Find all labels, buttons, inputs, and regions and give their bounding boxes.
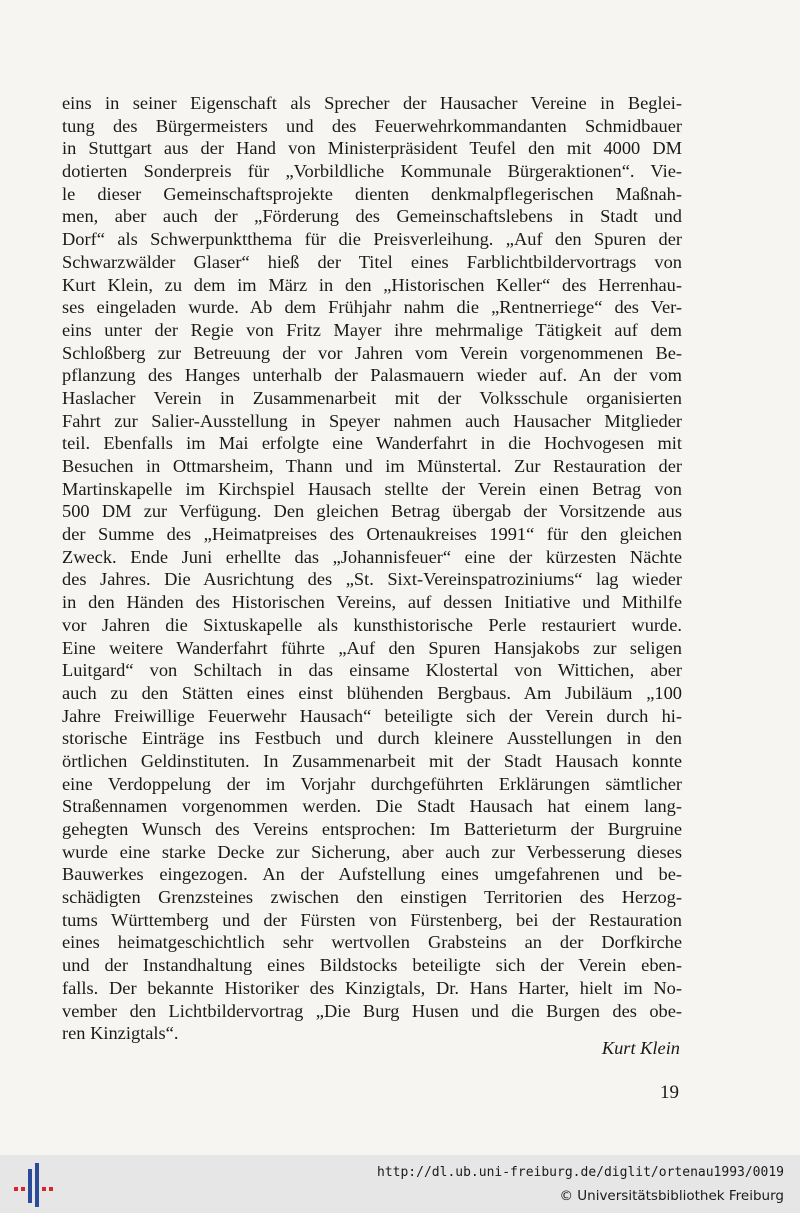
text-line: Zweck. Ende Juni erhellte das „Johannisfeuer“ eine der kürzesten Nächte [62, 546, 682, 567]
text-line: Eine weitere Wanderfahrt führte „Auf den Spuren Hansjakobs zur seligen [62, 637, 682, 658]
text-line: 500 DM zur Verfügung. Den gleichen Betrag übergab der Vorsitzende aus [62, 501, 682, 522]
text-line: teil. Ebenfalls im Mai erfolgte eine Wanderfahrt in die Hochvogesen mit [62, 433, 682, 454]
text-line: vember den Lichtbildervortrag „Die Burg Husen und die Burgen des obe- [62, 1000, 682, 1021]
text-line: auch zu den Stätten eines einst blühenden Bergbaus. Am Jubiläum „100 [62, 682, 682, 703]
text-line: Kurt Klein, zu dem im März in den „Historischen Keller“ des Herrenhau- [62, 274, 682, 295]
text-line: wurde eine starke Decke zur Sicherung, aber auch zur Verbesserung dieses [62, 841, 682, 862]
text-line: Fahrt zur Salier-Ausstellung in Speyer nahmen auch Hausacher Mitglieder [62, 410, 682, 431]
text-line: eins in seiner Eigenschaft als Sprecher der Hausacher Vereine in Beglei- [62, 93, 682, 113]
text-line: des Jahres. Die Ausrichtung des „St. Sixt-Vereinspatroziniums“ lag wieder [62, 569, 682, 590]
text-line: tung des Bürgermeisters und des Feuerwehrkommandanten Schmidbauer [62, 115, 682, 136]
text-line: storische Einträge ins Festbuch und durch kleinere Ausstellungen in den [62, 728, 682, 749]
text-line: schädigten Grenzsteines zwischen den einstigen Territorien des Herzog- [62, 887, 682, 908]
text-line: in den Händen des Historischen Vereins, auf dessen Initiative und Mithilfe [62, 592, 682, 613]
text-line: der Summe des „Heimatpreises des Ortenaukreises 1991“ für den gleichen [62, 524, 682, 545]
text-line: pflanzung des Hanges unterhalb der Palasmauern wieder auf. An der vom [62, 365, 682, 386]
text-line: örtlichen Geldinstituten. In Zusammenarbeit mit der Stadt Hausach konnte [62, 750, 682, 771]
page-number: 19 [660, 1082, 679, 1103]
text-line: men, aber auch der „Förderung des Gemeinschaftslebens in Stadt und [62, 206, 682, 227]
text-line: le dieser Gemeinschaftsprojekte dienten denkmalpflegerischen Maßnah- [62, 183, 682, 204]
text-line: Haslacher Verein in Zusammenarbeit mit der Volksschule organisierten [62, 387, 682, 408]
footer-copyright: © Universitätsbibliothek Freiburg [559, 1188, 784, 1204]
text-line: und der Instandhaltung eines Bildstocks beteiligte sich der Verein eben- [62, 955, 682, 976]
text-line: eine Verdoppelung der im Vorjahr durchgeführten Erklärungen sämtlicher [62, 773, 682, 794]
text-line: Dorf“ als Schwerpunktthema für die Preisverleihung. „Auf den Spuren der [62, 229, 682, 250]
text-line: Martinskapelle im Kirchspiel Hausach stellte der Verein einen Betrag von [62, 478, 682, 499]
text-line: tums Württemberg und der Fürsten von Fürstenberg, bei der Restauration [62, 909, 682, 930]
text-line: Luitgard“ von Schiltach in das einsame Klostertal von Wittichen, aber [62, 660, 682, 681]
text-line: Besuchen in Ottmarsheim, Thann und im Münstertal. Zur Restauration der [62, 456, 682, 476]
footer-url-link[interactable]: http://dl.ub.uni-freiburg.de/diglit/ortenau1993/0019 [377, 1165, 784, 1180]
ub-freiburg-logo-icon [14, 1163, 54, 1207]
text-line: Schwarzwälder Glaser“ hieß der Titel eines Farblichtbildervortrags von [62, 251, 682, 272]
text-line: in Stuttgart aus der Hand von Ministerpräsident Teufel den mit 4000 DM [62, 138, 682, 159]
text-line: Jahre Freiwillige Feuerwehr Hausach“ beteiligte sich der Verein durch hi- [62, 705, 682, 726]
text-line: gehegten Wunsch des Vereins entsprochen: Im Batterieturm der Burgruine [62, 819, 682, 839]
text-line: ses eingeladen wurde. Ab dem Frühjahr nahm die „Rentnerriege“ des Ver- [62, 297, 682, 318]
text-line: vor Jahren die Sixtuskapelle als kunsthistorische Perle restauriert wurde. [62, 614, 682, 635]
text-line: eins unter der Regie von Fritz Mayer ihre mehrmalige Tätigkeit auf dem [62, 319, 682, 340]
text-line: dotierten Sonderpreis für „Vorbildliche Kommunale Bürgeraktionen“. Vie- [62, 161, 682, 182]
text-line: ren Kinzigtals“. [62, 1023, 179, 1044]
text-line: Straßennamen vorgenommen werden. Die Stadt Hausach hat einem lang- [62, 796, 682, 817]
text-line: Bauwerkes eingezogen. An der Aufstellung eines umgefahrenen und be- [62, 864, 682, 885]
body-text [62, 92, 682, 1045]
text-line: Schloßberg zur Betreuung der vor Jahren vom Verein vorgenommenen Be- [62, 342, 682, 363]
footer-bar [0, 1155, 800, 1213]
text-line: eines heimatgeschichtlich sehr wertvollen Grabsteins an der Dorfkirche [62, 932, 682, 953]
text-line: falls. Der bekannte Historiker des Kinzigtals, Dr. Hans Harter, hielt im No- [62, 977, 682, 998]
author-signature: Kurt Klein [601, 1038, 680, 1058]
